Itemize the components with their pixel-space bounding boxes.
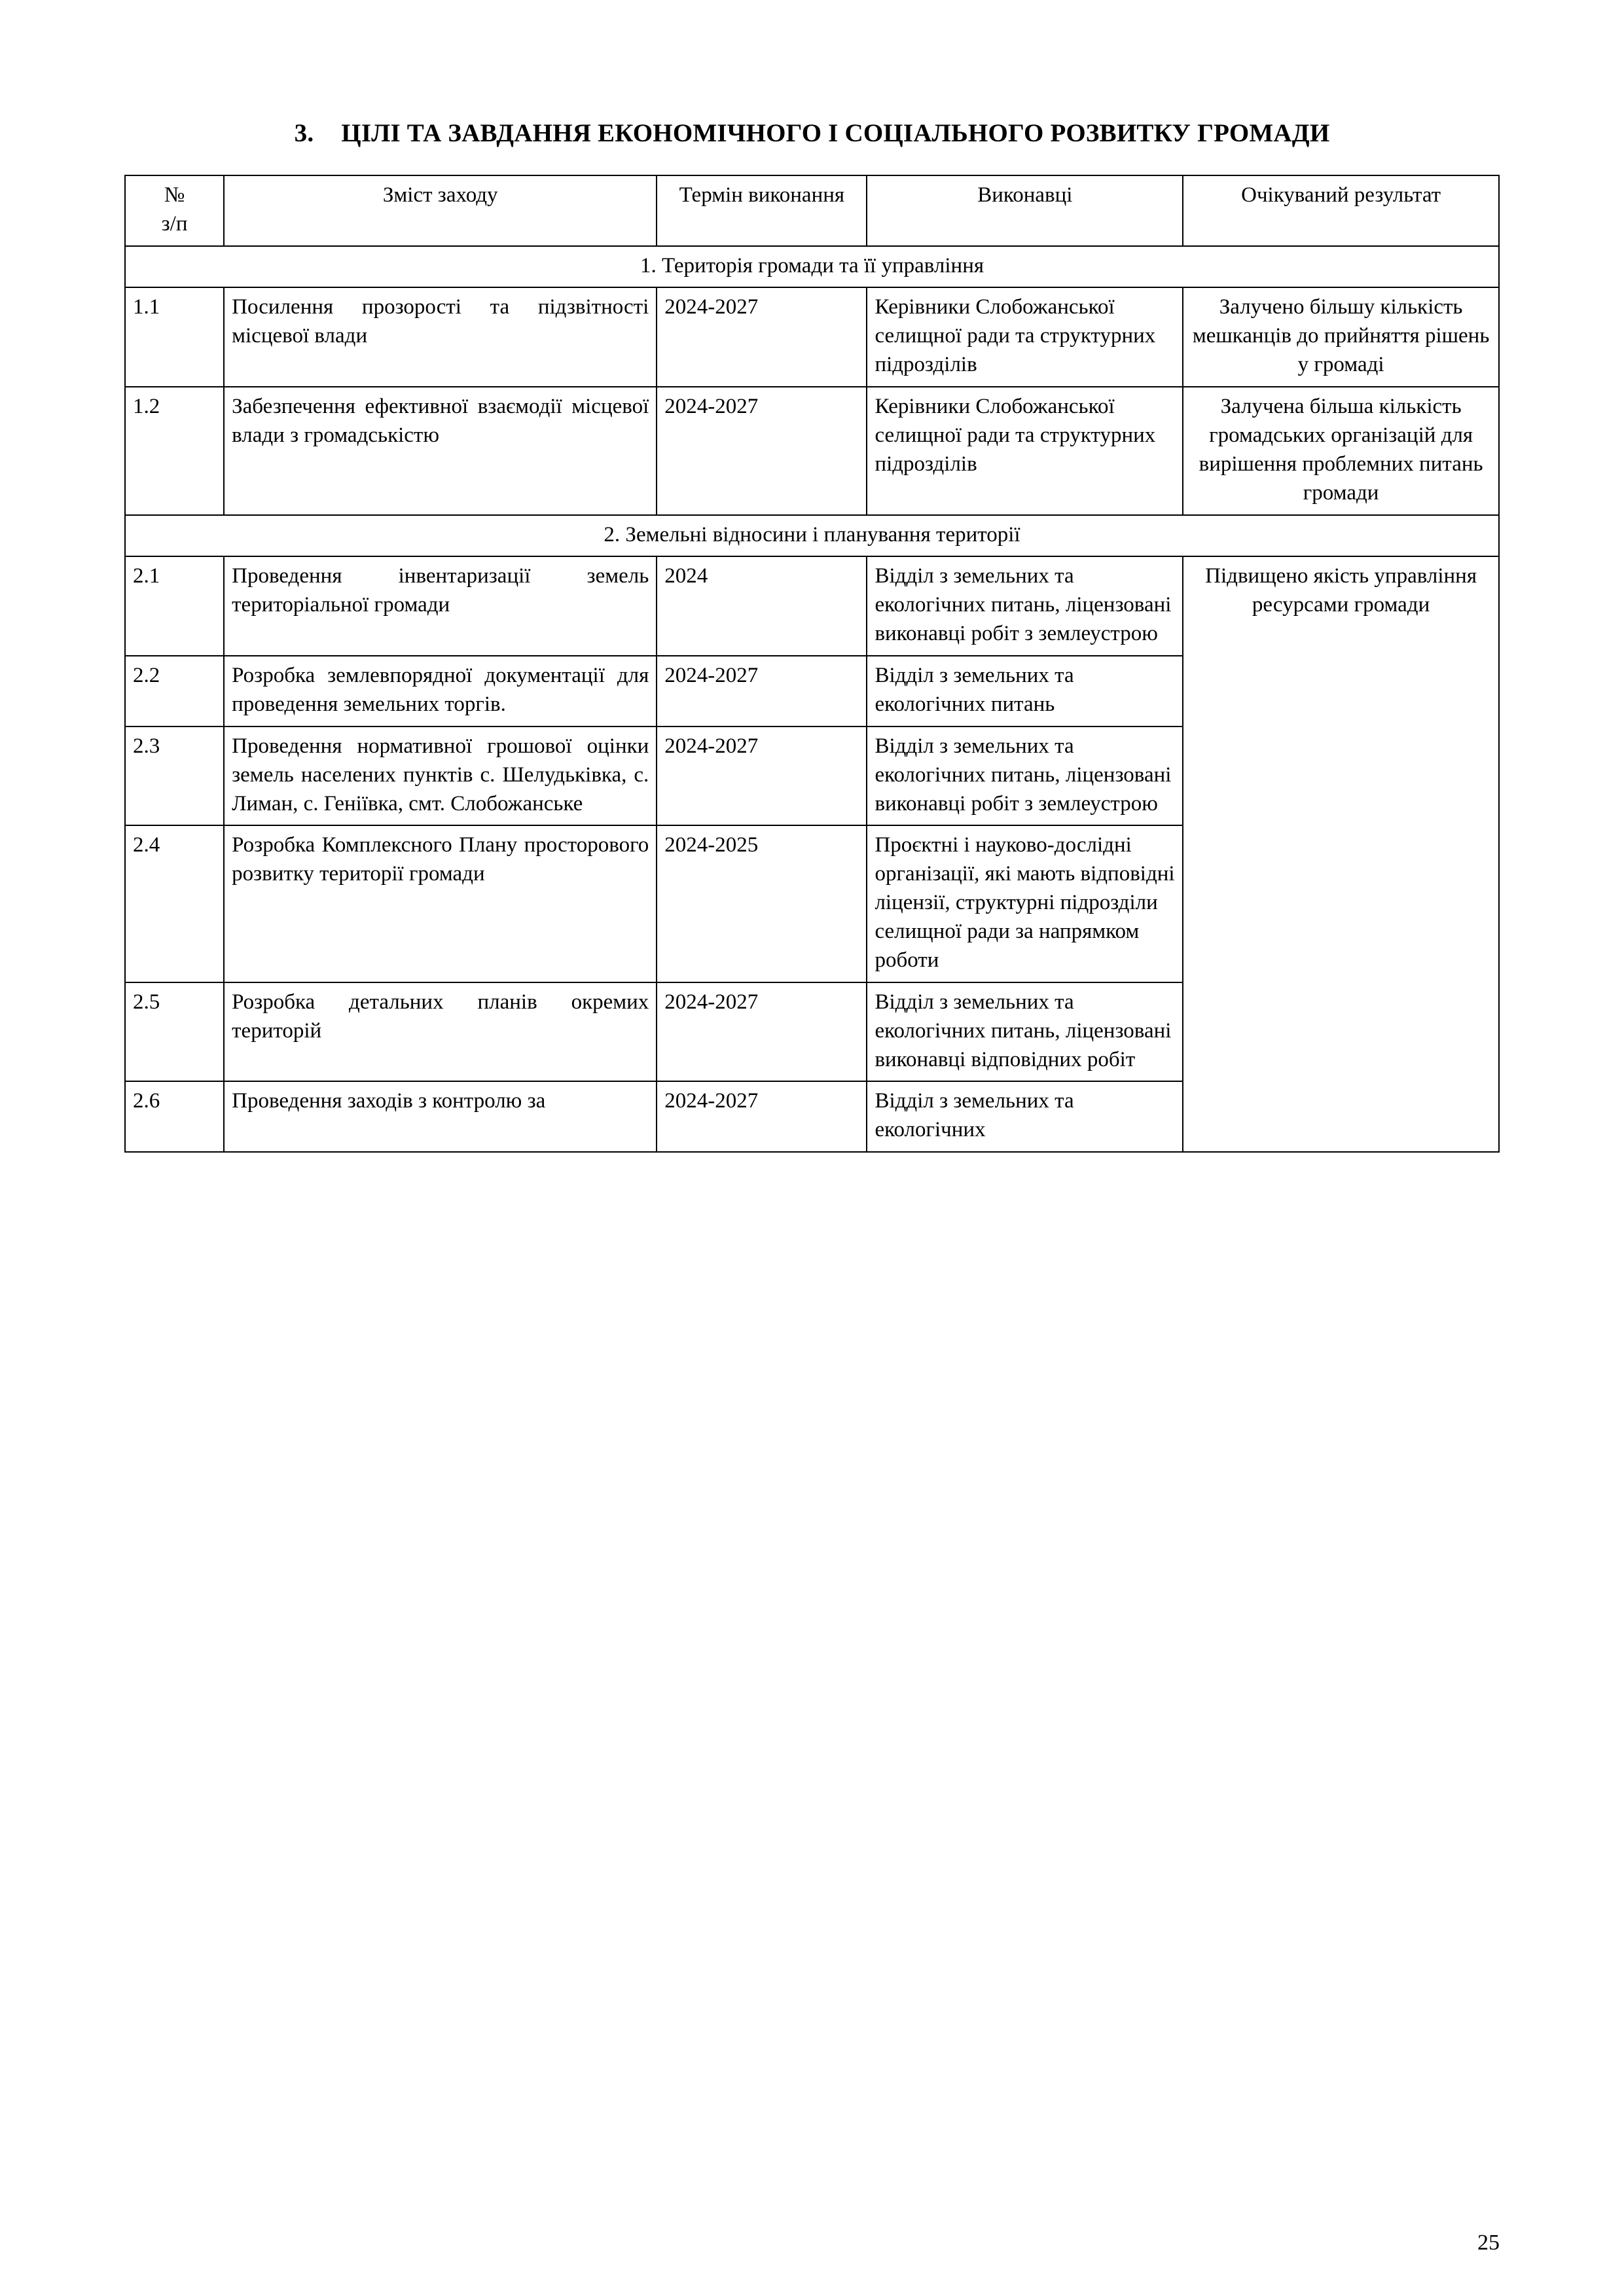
column-header-number: [125, 175, 224, 246]
row-term: 2024-2027: [657, 1081, 867, 1152]
row-executors: Керівники Слобожанської селищної ради та структурних підрозділів: [867, 287, 1183, 387]
row-executors: Відділ з земельних та екологічних питань, ліцензовані виконавці відповідних робіт: [867, 982, 1183, 1082]
table-row: [125, 556, 1499, 656]
row-term: 2024-2027: [657, 656, 867, 726]
row-executors: Відділ з земельних та екологічних: [867, 1081, 1183, 1152]
row-content: Проведення інвентаризації земель територіальної громади: [224, 556, 657, 656]
row-content: Проведення нормативної грошової оцінки земель населених пунктів с. Шелудьківка, с. Лиман, с. Геніївка, смт. Слобожанське: [224, 726, 657, 826]
table-row: [125, 387, 1499, 515]
page-title: [124, 118, 1500, 150]
table-row: [125, 287, 1499, 387]
row-index: 1.2: [125, 387, 224, 515]
column-header-number-line2: з/п: [161, 211, 188, 236]
row-executors: Відділ з земельних та екологічних питань, ліцензовані виконавці робіт з землеустрою: [867, 556, 1183, 656]
row-executors: Керівники Слобожанської селищної ради та структурних підрозділів: [867, 387, 1183, 515]
column-header-term: Термін виконання: [657, 175, 867, 246]
column-header-number-line1: №: [164, 183, 185, 207]
row-index: 2.5: [125, 982, 224, 1082]
page-number: 25: [1477, 2231, 1500, 2255]
row-index: 2.2: [125, 656, 224, 726]
row-term: 2024-2025: [657, 825, 867, 982]
section-header-row: [125, 246, 1499, 288]
section-title: 2. Земельні відносини і планування території: [125, 515, 1499, 557]
row-term: 2024-2027: [657, 726, 867, 826]
row-term: 2024-2027: [657, 982, 867, 1082]
row-term: 2024-2027: [657, 287, 867, 387]
column-header-content: Зміст заходу: [224, 175, 657, 246]
row-result-merged: Підвищено якість управління ресурсами громади: [1183, 556, 1499, 1152]
row-executors: Проєктні і науково-дослідні організації, які мають відповідні ліцензії, структурні підрозділи селищної ради за напрямком роботи: [867, 825, 1183, 982]
section-title: 1. Територія громади та її управління: [125, 246, 1499, 288]
row-content: Розробка детальних планів окремих територій: [224, 982, 657, 1082]
column-header-executors: Виконавці: [867, 175, 1183, 246]
table-header-row: [125, 175, 1499, 246]
table-header: [125, 175, 1499, 246]
row-content: Розробка землевпорядної документації для проведення земельних торгів.: [224, 656, 657, 726]
measures-table: [124, 175, 1500, 1153]
row-index: 2.4: [125, 825, 224, 982]
row-content: Проведення заходів з контролю за: [224, 1081, 657, 1152]
section-header-row: [125, 515, 1499, 557]
page-title-text: ЦІЛІ ТА ЗАВДАННЯ ЕКОНОМІЧНОГО І СОЦІАЛЬНОГО РОЗВИТКУ ГРОМАДИ: [341, 119, 1330, 147]
page-title-number: 3.: [294, 119, 314, 147]
row-content: Розробка Комплексного Плану просторового розвитку території громади: [224, 825, 657, 982]
row-result: Залучена більша кількість громадських організацій для вирішення проблемних питань громади: [1183, 387, 1499, 515]
row-executors: Відділ з земельних та екологічних питань, ліцензовані виконавці робіт з землеустрою: [867, 726, 1183, 826]
table-body: [125, 246, 1499, 1153]
row-index: 2.6: [125, 1081, 224, 1152]
column-header-result: Очікуваний результат: [1183, 175, 1499, 246]
row-index: 2.3: [125, 726, 224, 826]
row-executors: Відділ з земельних та екологічних питань: [867, 656, 1183, 726]
row-index: 1.1: [125, 287, 224, 387]
row-term: 2024: [657, 556, 867, 656]
row-index: 2.1: [125, 556, 224, 656]
row-content: Забезпечення ефективної взаємодії місцевої влади з громадськістю: [224, 387, 657, 515]
row-term: 2024-2027: [657, 387, 867, 515]
row-content: Посилення прозорості та підзвітності місцевої влади: [224, 287, 657, 387]
row-result: Залучено більшу кількість мешканців до прийняття рішень у громаді: [1183, 287, 1499, 387]
